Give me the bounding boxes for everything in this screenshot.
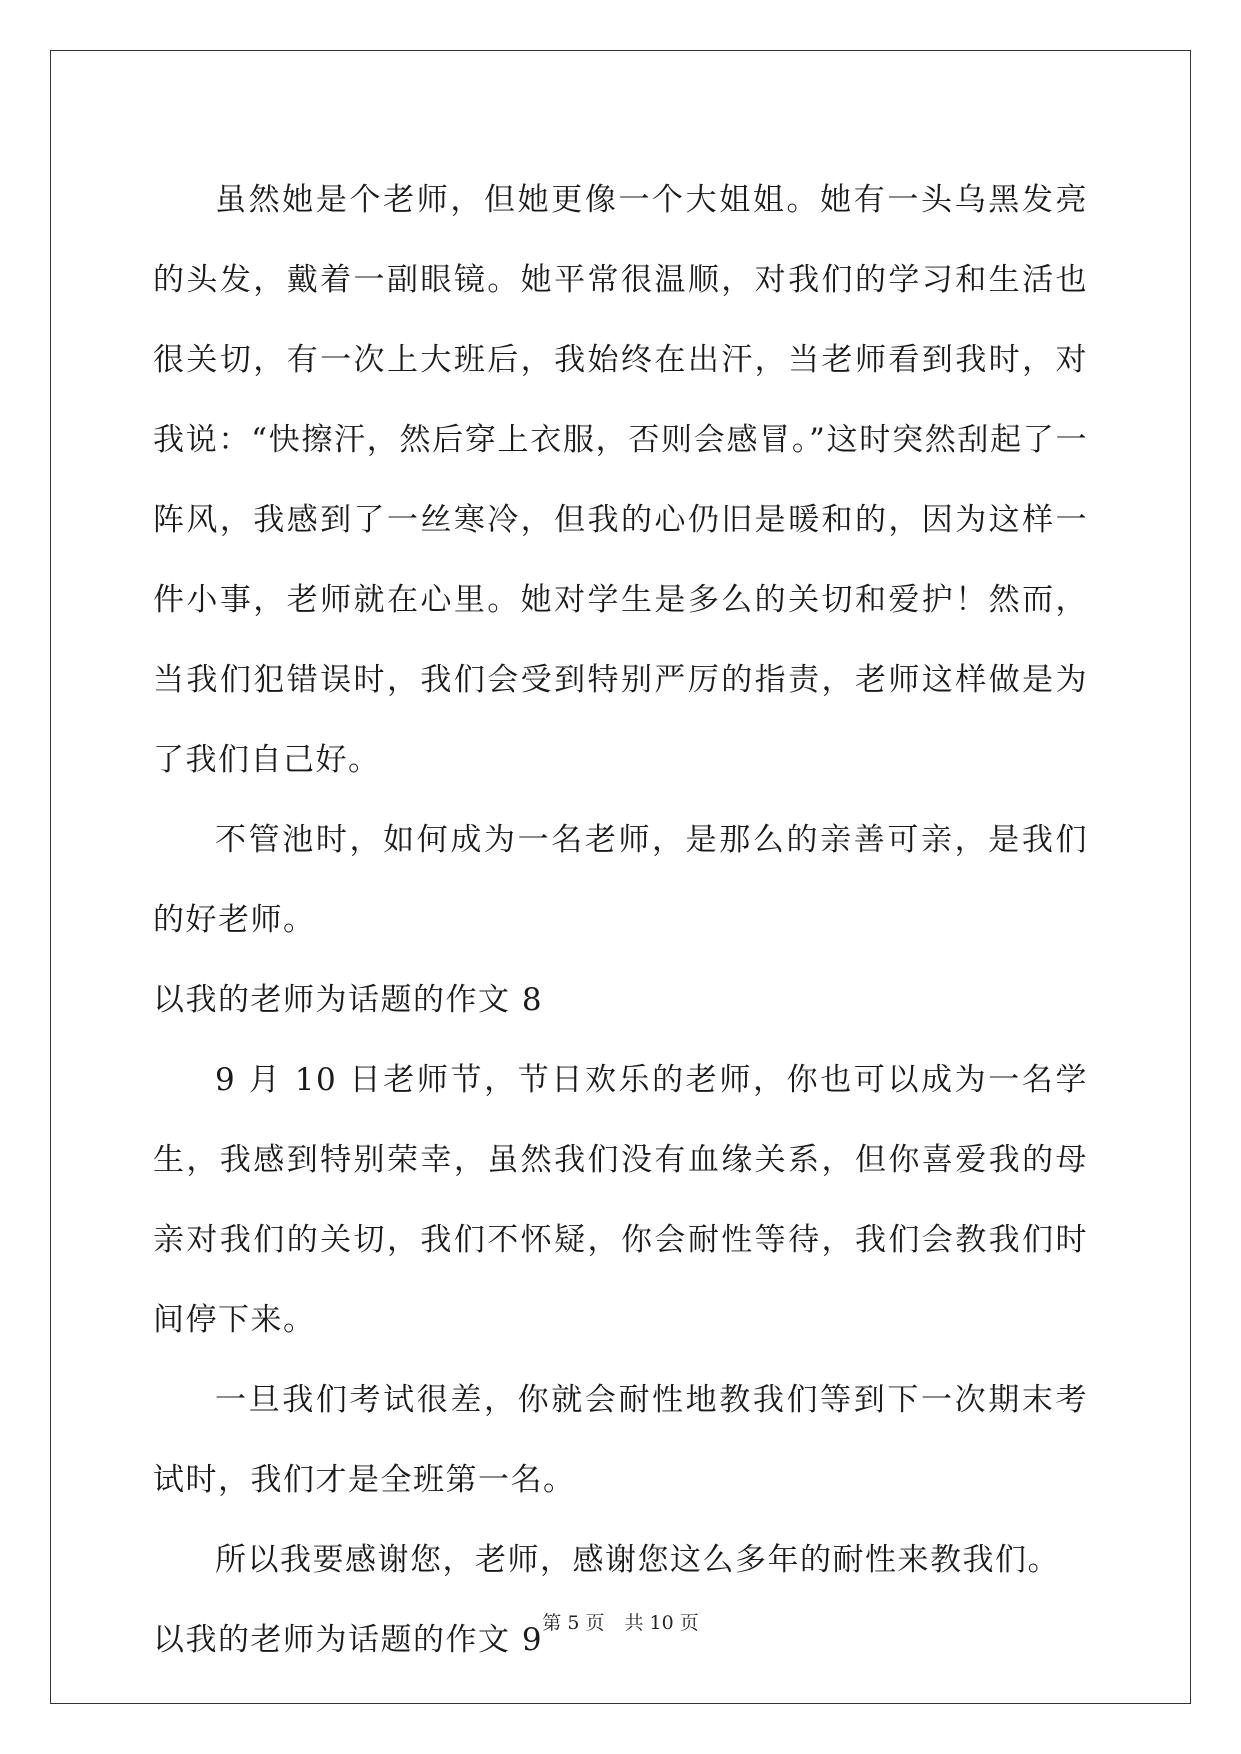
paragraph: 所以我要感谢您，老师，感谢您这么多年的耐性来教我们。 [215, 1542, 1060, 1578]
paragraph: 9 月 10 日老师节，节日欢乐的老师，你也可以成为一名学生，我感到特别荣幸，虽然我们没有血缘关系，但你喜爱我的母亲对我们的关切，我们不怀疑，你会耐性等待，我们会教我们时间停下来。 [153, 1062, 1088, 1338]
page-total: 共 10 页 [624, 1612, 699, 1634]
document-body [153, 160, 1088, 1680]
page-footer [0, 1611, 1241, 1635]
paragraph: 不管池时，如何成为一名老师，是那么的亲善可亲，是我们的好老师。 [153, 822, 1088, 938]
section-heading: 以我的老师为话题的作文 9 [153, 1622, 544, 1658]
section-heading: 以我的老师为话题的作文 8 [153, 982, 544, 1018]
paragraph: 一旦我们考试很差，你就会耐性地教我们等到下一次期末考试时，我们才是全班第一名。 [153, 1382, 1088, 1498]
paragraph: 虽然她是个老师，但她更像一个大姐姐。她有一头乌黑发亮的头发，戴着一副眼镜。她平常很温顺，对我们的学习和生活也很关切，有一次上大班后，我始终在出汗，当老师看到我时，对我说：“快擦汗，然后穿上衣服，否则会感冒。”这时突然刮起了一阵风，我感到了一丝寒冷，但我的心仍旧是暖和的，因为这样一件小事，老师就在心里。她对学生是多么的关切和爱护！然而，当我们犯错误时，我们会受到特别严厉的指责，老师这样做是为了我们自己好。 [153, 182, 1088, 778]
page-number: 第 5 页 [542, 1612, 605, 1634]
